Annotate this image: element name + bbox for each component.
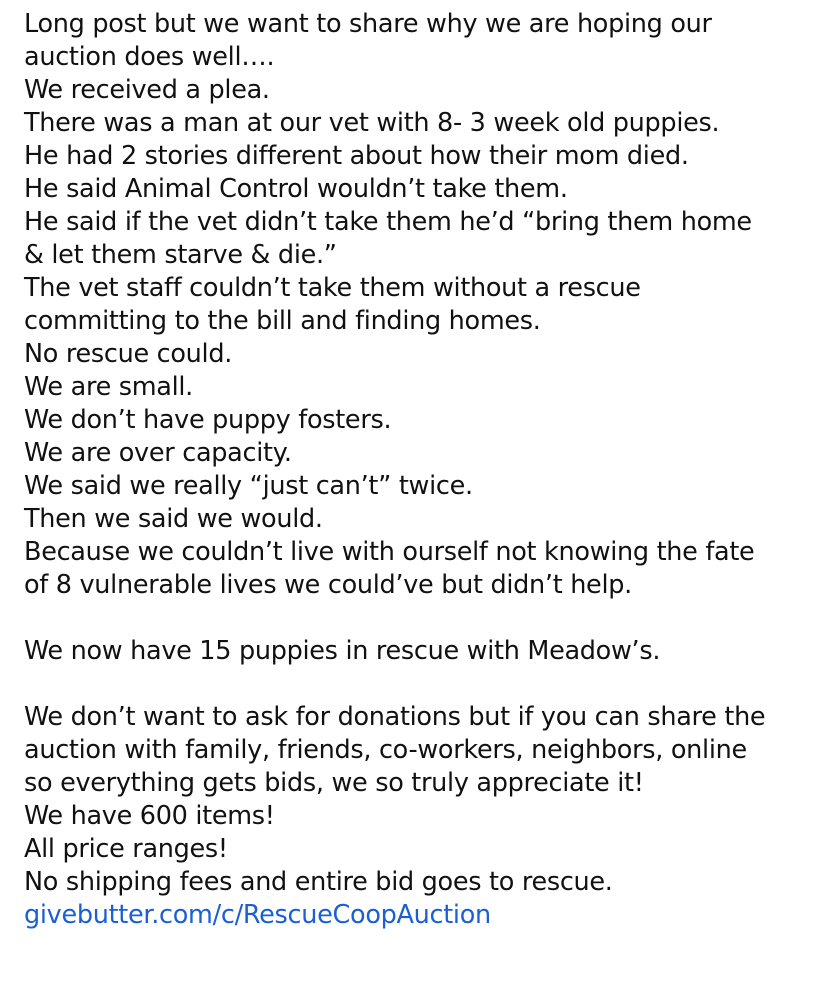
text-line: so everything gets bids, we so truly appreciate it!	[24, 768, 644, 798]
paragraph-spacer	[24, 668, 823, 701]
text-line: He said Animal Control wouldn’t take them.	[24, 174, 568, 204]
text-line: of 8 vulnerable lives we could’ve but didn’t help.	[24, 570, 632, 600]
text-line: He had 2 stories different about how their mom died.	[24, 141, 689, 171]
text-line: All price ranges!	[24, 834, 228, 864]
text-line: auction does well….	[24, 42, 275, 72]
text-line: We don’t want to ask for donations but if you can share the	[24, 702, 766, 732]
text-line: There was a man at our vet with 8- 3 week old puppies.	[24, 108, 720, 138]
text-line: committing to the bill and finding homes.	[24, 306, 541, 336]
text-line: No rescue could.	[24, 339, 233, 369]
paragraph-spacer	[24, 602, 823, 635]
text-line: No shipping fees and entire bid goes to rescue.	[24, 867, 613, 897]
text-line: We said we really “just can’t” twice.	[24, 471, 473, 501]
text-line: Long post but we want to share why we are hoping our	[24, 9, 712, 39]
text-line: We are over capacity.	[24, 438, 292, 468]
text-line: Because we couldn’t live with ourself not knowing the fate	[24, 537, 755, 567]
text-line: auction with family, friends, co-workers, neighbors, online	[24, 735, 747, 765]
text-line: We now have 15 puppies in rescue with Meadow’s.	[24, 636, 661, 666]
text-line: We have 600 items!	[24, 801, 275, 831]
text-line: We are small.	[24, 372, 193, 402]
auction-link[interactable]: givebutter.com/c/RescueCoopAuction	[24, 900, 491, 930]
text-line: We don’t have puppy fosters.	[24, 405, 392, 435]
text-line: Then we said we would.	[24, 504, 323, 534]
text-line: We received a plea.	[24, 75, 270, 105]
text-line: & let them starve & die.”	[24, 240, 337, 270]
text-line: The vet staff couldn’t take them without a rescue	[24, 273, 641, 303]
text-line: He said if the vet didn’t take them he’d “bring them home	[24, 207, 752, 237]
